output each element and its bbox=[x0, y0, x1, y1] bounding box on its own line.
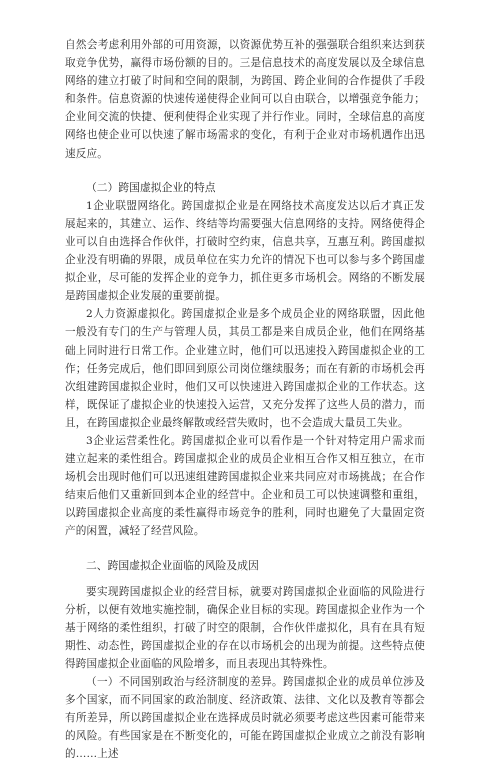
section-heading-features: （二）跨国虚拟企业的特点 bbox=[86, 180, 216, 194]
paragraph-political-differences: （一）不同国别政治与经济制度的差异。跨国虚拟企业的成员单位涉及多个国家，而不同国家的政治制度、经济政策、法律、文化以及教育等都会有所差异，所以跨国虚拟企业在选择成员时就必须要考虑这些因素可能带来的风险。有些国家是在不断变化的，可能在跨国虚拟企业成立之前没有影响的……上述 bbox=[65, 676, 425, 761]
section-heading-risks: 二、跨国虚拟企业面临的风险及成因 bbox=[86, 558, 259, 572]
paragraph-risk-intro: 要实现跨国虚拟企业的经营目标，就要对跨国虚拟企业面临的风险进行分析，以便有效地实施控制，确保企业目标的实现。跨国虚拟企业作为一个基于网络的柔性组织，打破了时空的限制，合作伙伴虚拟化，具有在具有短期性、动态性，跨国虚拟企业的存在以市场机会的出现为前提。这些特点使得跨国虚拟企业面临的风险增多，而且表现出其特殊性。 bbox=[65, 585, 425, 670]
paragraph-human-resources: 2人力资源虚拟化。跨国虚拟企业是多个成员企业的网络联盟，因此他一般没有专门的生产与管理人员，其员工都是来自成员企业，他们在网络基础上同时进行日常工作。企业建立时，他们可以迅速投入跨国虚拟企业的工作；任务完成后，他们即回到原公司岗位继续服务；而在有新的市场机会再次组建跨国虚拟企业时，他们又可以快速进入跨国虚拟企业的工作状态。这样，既保证了虚拟企业的快速投入运营，又充分发挥了这些人员的潜力，而且，在跨国虚拟企业最终解散或经营失败时，也不会造成大量员工失业。 bbox=[65, 308, 425, 429]
document-body bbox=[65, 36, 425, 764]
paragraph-intro: 自然会考虑利用外部的可用资源，以资源优势互补的强强联合组织来达到获取竞争优势，赢得市场份额的目的。三是信息技术的高度发展以及全球信息网络的建立打破了时间和空间的限制，为跨国、跨企业间的合作提供了手段和条件。信息资源的快速传递使得企业间可以自由联合，以增强竞争能力；企业间交流的快捷、便利使得企业实现了并行作业。同时，全球信息的高度网络也使企业可以快速了解市场需求的变化，有利于企业对市场机遇作出迅速反应。 bbox=[65, 39, 425, 160]
paragraph-flexibility: 3企业运营柔性化。跨国虚拟企业可以看作是一个针对特定用户需求而建立起来的柔性组合。跨国虚拟企业的成员企业相互合作又相互独立，在市场机会出现时他们可以迅速组建跨国虚拟企业来共同应对市场挑战；在合作结束后他们又重新回到本企业的经营中。企业和员工可以快速调整和重组，以跨国虚拟企业高度的柔性赢得市场竞争的胜利，同时也避免了大量固定资产的闲置，减轻了经营风险。 bbox=[65, 434, 425, 538]
paragraph-network: 1企业联盟网络化。跨国虚拟企业是在网络技术高度发达以后才真正发展起来的，其建立、运作、终结等均需要强大信息网络的支持。网络使得企业可以自由选择合作伙伴，打破时空约束，信息共享，互惠互利。跨国虚拟企业没有明确的界限，成员单位在实力允许的情况下也可以参与多个跨国虚拟企业，尽可能的发挥企业的竞争力，抓住更多市场机会。网络的不断发展是跨国虚拟企业发展的重要前提。 bbox=[65, 199, 425, 303]
